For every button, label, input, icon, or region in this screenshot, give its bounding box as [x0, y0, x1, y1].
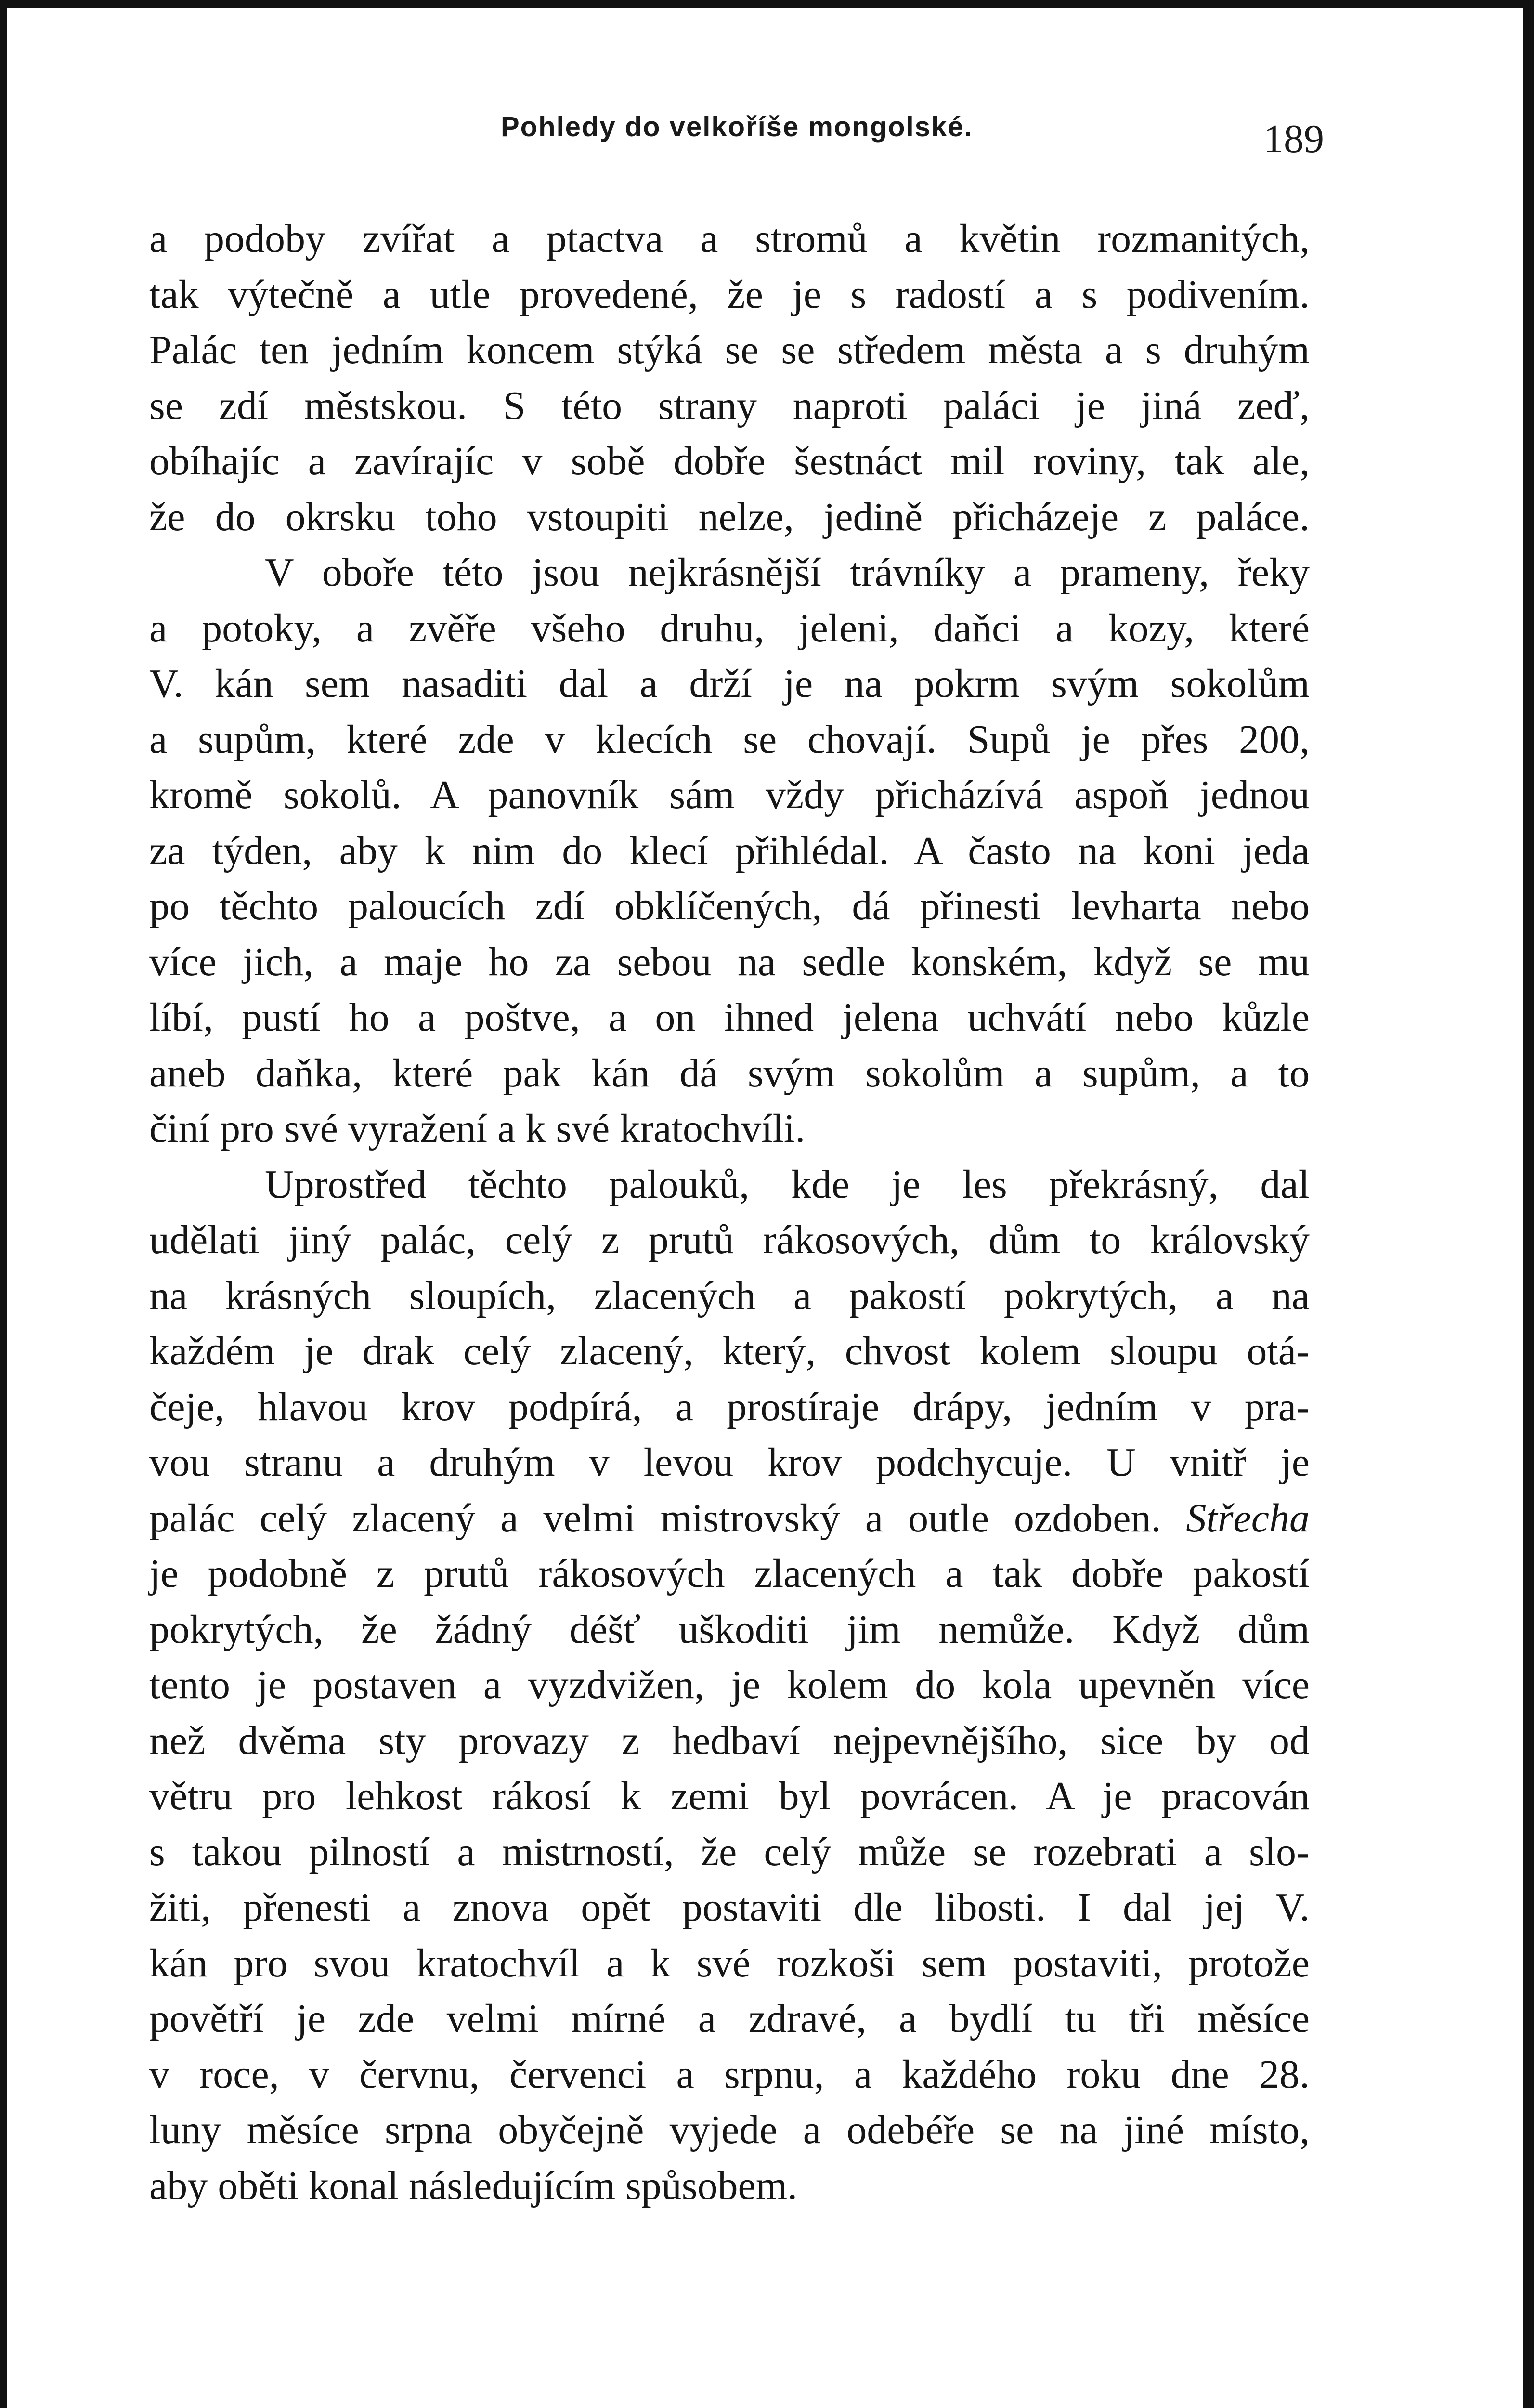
text-line: kán pro svou kratochvíl a k své rozkoši sem postaviti, protože	[149, 1940, 1310, 1986]
text-line: po těchto paloucích zdí obklíčených, dá přinesti levharta nebo	[149, 884, 1310, 929]
text-line: V. kán sem nasaditi dal a drží je na pokrm svým sokolům	[149, 661, 1310, 706]
text-line: vou stranu a druhým v levou krov podchycuje. U vnitř je	[149, 1440, 1310, 1485]
text-line: a podoby zvířat a ptactva a stromů a květin rozmanitých,	[149, 216, 1310, 261]
italic-word: Střecha	[1186, 1495, 1310, 1541]
text-line: s takou pilností a mistrností, že celý může se rozebrati a slo-	[149, 1829, 1310, 1874]
text-line: než dvěma sty provazy z hedbaví nejpevnějšího, sice by od	[149, 1718, 1310, 1763]
text-line: luny měsíce srpna obyčejně vyjede a odebéře se na jiné místo,	[149, 2107, 1310, 2152]
body-text	[149, 211, 1310, 2213]
scan-border-top	[0, 0, 1534, 8]
scan-border-left	[0, 0, 7, 2408]
text-line: v roce, v červnu, červenci a srpnu, a každého roku dne 28.	[149, 2052, 1310, 2097]
text-line: líbí, pustí ho a poštve, a on ihned jelena uchvátí nebo kůzle	[149, 995, 1310, 1040]
text-line: pokrytých, že žádný déšť uškoditi jim nemůže. Když dům	[149, 1607, 1310, 1652]
text-line: tento je postaven a vyzdvižen, je kolem do kola upevněn více	[149, 1662, 1310, 1707]
text-line: že do okrsku toho vstoupiti nelze, jedině přicházeje z paláce.	[149, 494, 1310, 539]
paragraph-end-line: aby oběti konal následujícím spůsobem.	[149, 2163, 798, 2208]
text-line: je podobně z prutů rákosových zlacených a tak dobře pakostí	[149, 1551, 1310, 1596]
page-header	[149, 96, 1324, 169]
text-line: za týden, aby k nim do klecí přihlédal. A často na koni jeda	[149, 828, 1310, 873]
text-line: žiti, přenesti a znova opět postaviti dle libosti. I dal jej V.	[149, 1885, 1310, 1930]
text-line: povětří je zde velmi mírné a zdravé, a bydlí tu tři měsíce	[149, 1996, 1310, 2041]
text-line-with-italic	[149, 1491, 1310, 1546]
text-line: udělati jiný palác, celý z prutů rákosových, dům to královský	[149, 1217, 1310, 1262]
text-line: a supům, které zde v klecích se chovají. Supů je přes 200,	[149, 717, 1310, 762]
text-line: větru pro lehkost rákosí k zemi byl povrácen. A je pracován	[149, 1774, 1310, 1819]
text-line: kromě sokolů. A panovník sám vždy přicházívá aspoň jednou	[149, 772, 1310, 817]
text-line: aneb daňka, které pak kán dá svým sokolům a supům, a to	[149, 1050, 1310, 1096]
scan-border-right	[1523, 0, 1534, 2408]
text-line: se zdí městskou. S této strany naproti paláci je jiná zeď,	[149, 383, 1310, 428]
running-head: Pohledy do velkoříše mongolské.	[501, 111, 973, 143]
text-line-part: palác celý zlacený a velmi mistrovský a outle ozdoben.	[149, 1495, 1161, 1541]
page-number: 189	[1263, 117, 1324, 161]
text-line: Palác ten jedním koncem stýká se se středem města a s druhým	[149, 327, 1310, 372]
text-line: čeje, hlavou krov podpírá, a prostíraje drápy, jedním v pra-	[149, 1384, 1310, 1429]
text-line: více jich, a maje ho za sebou na sedle konském, když se mu	[149, 939, 1310, 984]
text-line: na krásných sloupích, zlacených a pakostí pokrytých, a na	[149, 1273, 1310, 1318]
text-line: každém je drak celý zlacený, který, chvost kolem sloupu otá-	[149, 1329, 1310, 1374]
text-line: a potoky, a zvěře všeho druhu, jeleni, daňci a kozy, které	[149, 605, 1310, 651]
paragraph-start-line: Uprostřed těchto palouků, kde je les překrásný, dal	[265, 1162, 1310, 1207]
paragraph-start-line: V oboře této jsou nejkrásnější trávníky a prameny, řeky	[265, 550, 1310, 595]
paragraph-end-line: činí pro své vyražení a k své kratochvíli.	[149, 1106, 806, 1151]
text-line: tak výtečně a utle provedené, že je s radostí a s podivením.	[149, 272, 1310, 317]
text-line: obíhajíc a zavírajíc v sobě dobře šestnáct mil roviny, tak ale,	[149, 439, 1310, 484]
